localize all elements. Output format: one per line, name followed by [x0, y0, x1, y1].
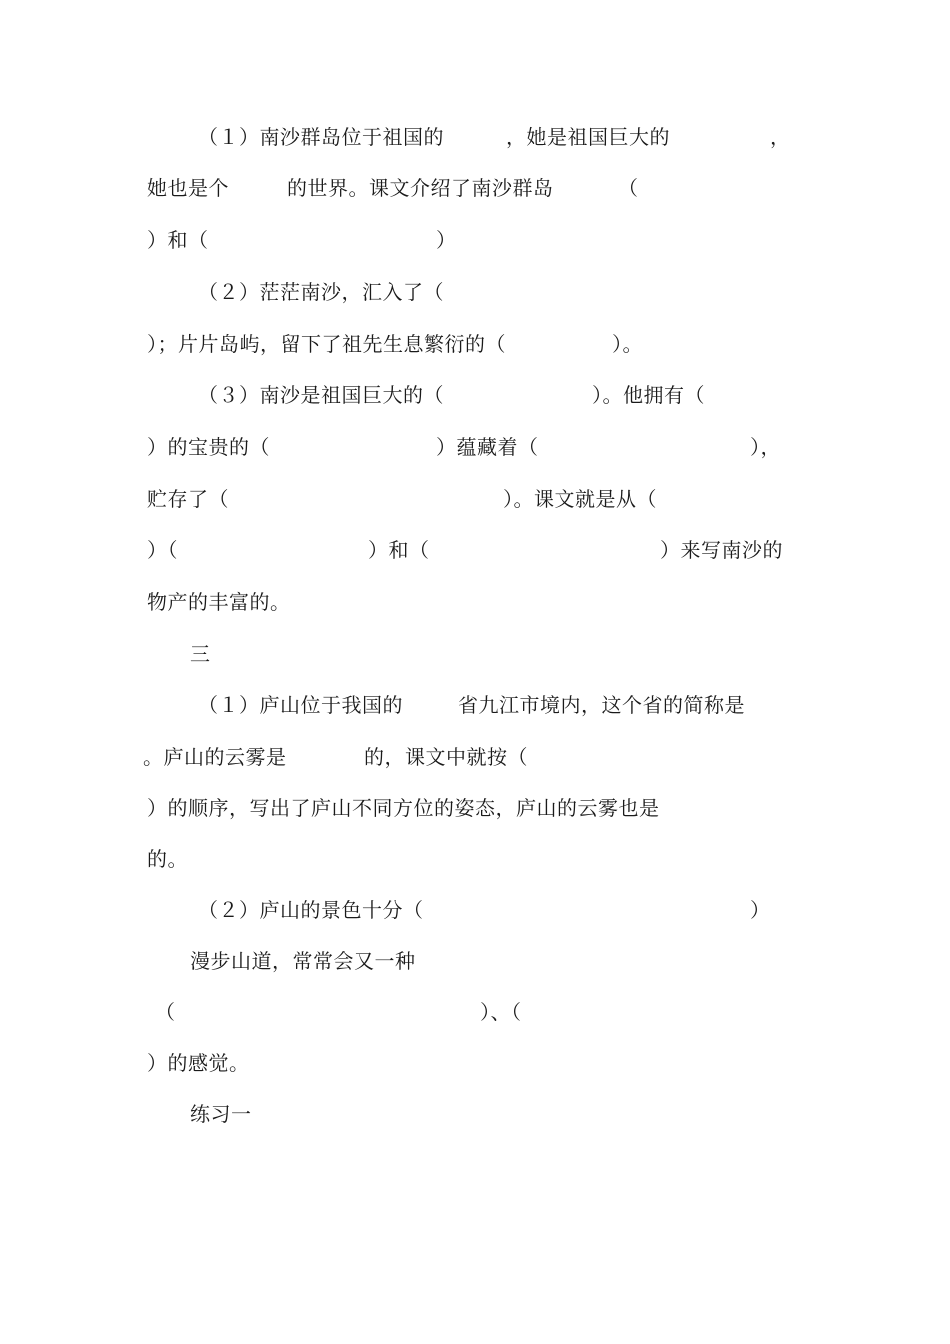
q3-text: ）来写南沙的 [660, 538, 783, 562]
s3-q1-text: 省九江市境内，这个省的简称是 [458, 693, 745, 717]
q3-text: ）。课文就是从（ [503, 487, 657, 511]
s3-q1-text: 的，课文中就按（ [364, 745, 528, 769]
q2-text: （２）茫茫南沙，汇入了（ [198, 280, 444, 304]
s3-q1-text: 的。 [147, 847, 188, 871]
section-heading: 三 [190, 642, 211, 666]
q3-text: 物产的丰富的。 [147, 590, 291, 614]
q3-text: ）， [750, 435, 781, 459]
q1-text: ，她是祖国巨大的 [506, 125, 670, 149]
q3-text: ）蕴藏着（ [436, 435, 539, 459]
q3-text: ）和（ [368, 538, 430, 562]
s3-q2-text: ） [750, 898, 771, 922]
q2-text: ）。 [612, 332, 643, 356]
exercise-heading: 练习一 [190, 1102, 252, 1126]
q2-text: ）；片片岛屿，留下了祖先生息繁衍的（ [147, 332, 506, 356]
s3-q2-text: ）的感觉。 [147, 1051, 250, 1075]
q1-text: 的世界。课文介绍了南沙群岛 [287, 176, 554, 200]
s3-q2-text: ）、（ [480, 1000, 522, 1024]
q1-text: ） [436, 228, 457, 252]
s3-q2-text: 漫步山道，常常会又一种 [190, 949, 416, 973]
q1-text: 她也是个 [147, 176, 229, 200]
q3-text: （３）南沙是祖国巨大的（ [198, 383, 444, 407]
s3-q2-text: （ [155, 1000, 176, 1024]
q1-text: ， [770, 125, 791, 149]
q1-text: ）和（ [147, 228, 209, 252]
q3-text: ）的宝贵的（ [147, 435, 270, 459]
q1-text: （１）南沙群岛位于祖国的 [198, 125, 444, 149]
s3-q1-text: ）的顺序，写出了庐山不同方位的姿态，庐山的云雾也是 [147, 796, 660, 820]
q3-text: ）。他拥有（ [592, 383, 705, 407]
q3-text: 贮存了（ [147, 487, 229, 511]
s3-q1-text: 。庐山的云雾是 [143, 745, 287, 769]
q3-text: ）（ [147, 538, 178, 562]
s3-q1-text: （１）庐山位于我国的 [198, 693, 403, 717]
q1-text: （ [618, 176, 639, 200]
s3-q2-text: （２）庐山的景色十分（ [198, 898, 424, 922]
